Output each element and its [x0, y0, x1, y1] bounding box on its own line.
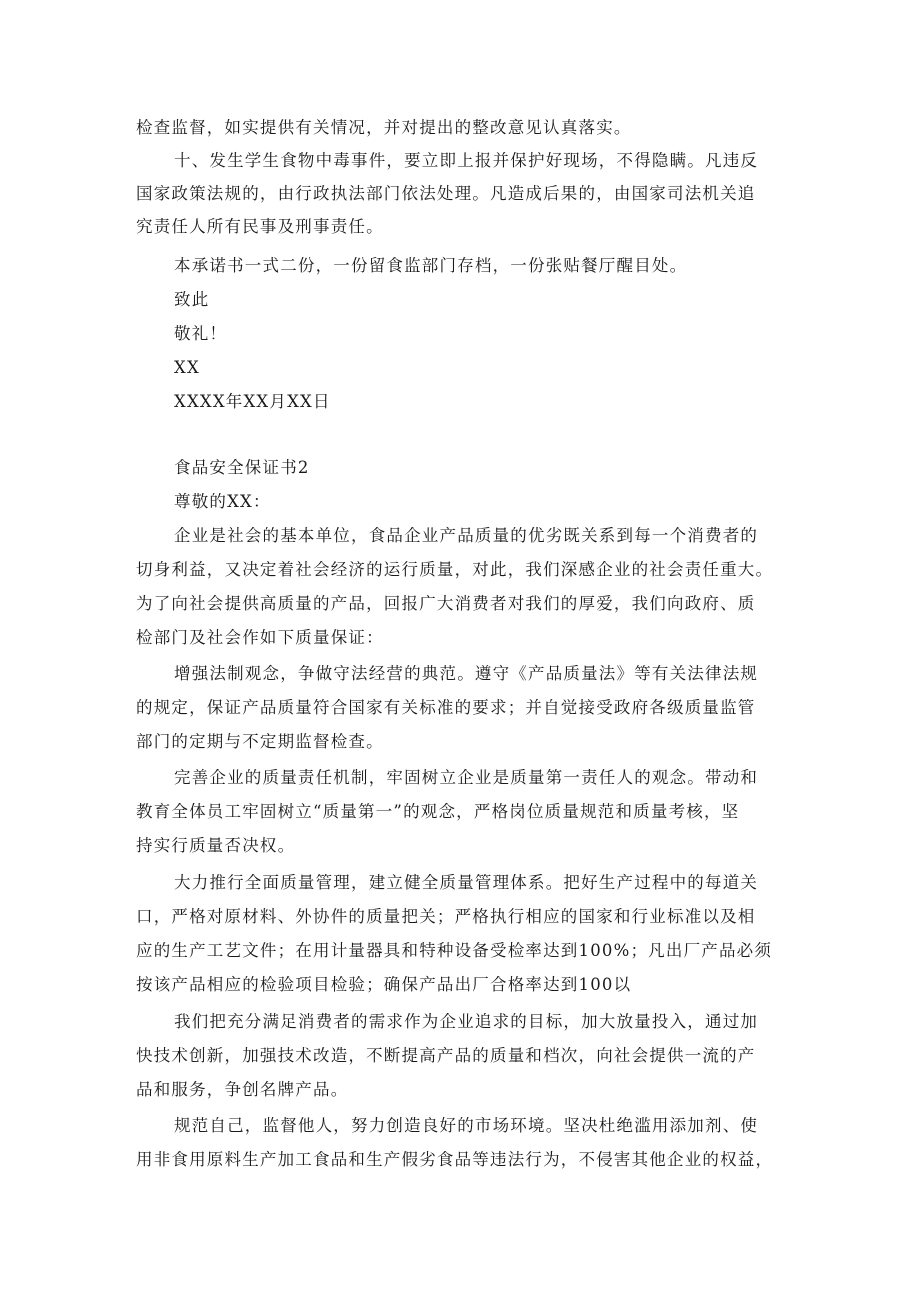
text-line: 为了向社会提供高质量的产品，回报广大消费者对我们的厚爱，我们向政府、质 [136, 594, 756, 613]
closing-line: 致此 [174, 290, 210, 309]
text-line: 企业是社会的基本单位，食品企业产品质量的优劣既关系到每一个消费者的 [174, 526, 759, 545]
text-line: 的规定，保证产品质量符合国家有关标准的要求；并自觉接受政府各级质量监管 [136, 698, 756, 717]
text-line: 增强法制观念，争做守法经营的典范。遵守《产品质量法》等有关法律法规 [174, 664, 759, 683]
greeting-line: 尊敬的XX： [174, 492, 271, 511]
text-line: 应的生产工艺文件；在用计量器具和特种设备受检率达到100%；凡出厂产品必须 [136, 941, 773, 960]
text-line: 持实行质量否决权。 [136, 836, 296, 855]
text-line: 十、发生学生食物中毒事件，要立即上报并保护好现场，不得隐瞒。凡违反 [174, 151, 759, 170]
text-line: 检部门及社会作如下质量保证： [136, 628, 384, 647]
text-line: 检查监督，如实提供有关情况，并对提出的整改意见认真落实。 [136, 118, 632, 137]
text-line: 规范自己，监督他人，努力创造良好的市场环境。坚决杜绝滥用添加剂、使 [174, 1116, 759, 1135]
text-line: 切身利益，又决定着社会经济的运行质量，对此，我们深感企业的社会责任重大。 [136, 560, 774, 579]
text-line: 我们把充分满足消费者的需求作为企业追求的目标，加大放量投入，通过加 [174, 1012, 759, 1031]
text-line: 国家政策法规的，由行政执法部门依法处理。凡造成后果的，由国家司法机关追 [136, 184, 756, 203]
signature-name: XX [174, 358, 200, 377]
text-line: 究责任人所有民事及刑事责任。 [136, 217, 384, 236]
text-line: 完善企业的质量责任机制，牢固树立企业是质量第一责任人的观念。带动和 [174, 768, 759, 787]
text-line: 口，严格对原材料、外协件的质量把关；严格执行相应的国家和行业标准以及相 [136, 907, 756, 926]
text-line: 本承诺书一式二份，一份留食监部门存档，一份张贴餐厅醒目处。 [174, 256, 688, 275]
signature-date: XXXX年XX月XX日 [174, 392, 331, 411]
text-line: 品和服务，争创名牌产品。 [136, 1080, 349, 1099]
text-line: 大力推行全面质量管理，建立健全质量管理体系。把好生产过程中的每道关 [174, 873, 759, 892]
text-line: 快技术创新，加强技术改造，不断提高产品的质量和档次，向社会提供一流的产 [136, 1046, 756, 1065]
text-line: 按该产品相应的检验项目检验；确保产品出厂合格率达到100以 [136, 975, 632, 994]
section-title: 食品安全保证书2 [174, 458, 310, 477]
text-line: 部门的定期与不定期监督检查。 [136, 732, 384, 751]
salutation-line: 敬礼！ [174, 324, 228, 343]
text-line: 教育全体员工牢固树立“质量第一”的观念，严格岗位质量规范和质量考核，坚 [136, 802, 740, 821]
text-line: 用非食用原料生产加工食品和生产假劣食品等违法行为，不侵害其他企业的权益， [136, 1150, 774, 1169]
